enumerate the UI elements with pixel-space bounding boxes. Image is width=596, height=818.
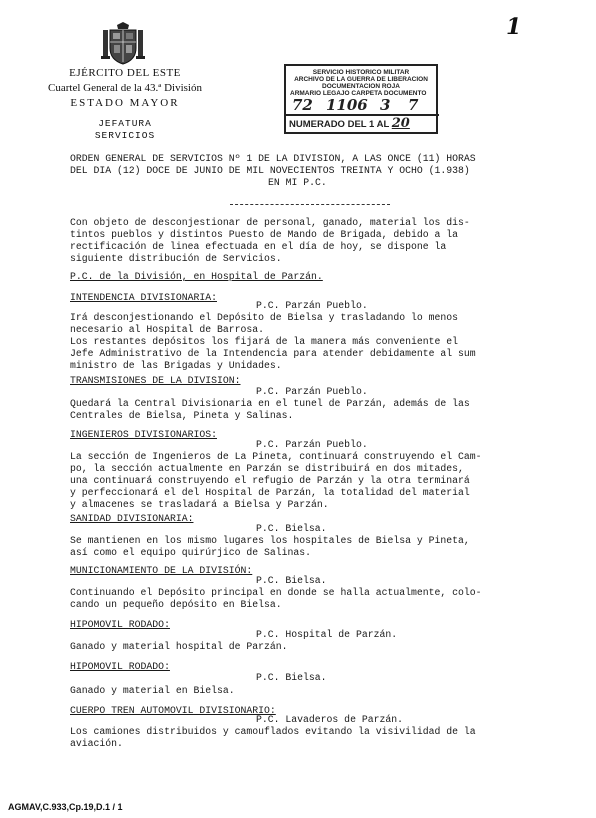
section-line: y perfeccionará el del Hospital de Parzán, la totalidad del material [70,487,470,498]
section-line: necesario al Hospital de Barrosa. [70,324,265,335]
archive-stamp [284,64,438,134]
stamp-title-line: SERVICIO HISTORICO MILITAR [312,69,410,76]
section-line: Quedará la Central Divisionaria en el tunel de Parzán, además de las [70,398,470,409]
intro-line: tintos pueblos y distintos Puesto de Mando de Brigada, debido a la [70,229,459,240]
section-heading: INGENIEROS DIVISIONARIOS: [70,429,217,440]
section-line: Continuando el Depósito principal en donde se halla actualmente, colo- [70,587,482,598]
section-location: P.C. Parzán Pueblo. [256,386,368,397]
stamp-title [286,69,436,90]
section-line: Los restantes depósitos los fijará de la manera más conveniente el [70,336,459,347]
stamp-title-line: ARCHIVO DE LA GUERRA DE LIBERACION [294,76,428,83]
section-line: La sección de Ingenieros de La Pineta, continuará construyendo el Cam- [70,451,482,462]
section-heading: TRANSMISIONES DE LA DIVISION: [70,375,241,386]
separator-line [230,204,390,205]
division-hq: Cuartel General de la 43.ª División [48,82,202,94]
office-servicios: SERVICIOS [94,130,156,141]
section-line: Se mantienen en los mismo lugares los hospitales de Bielsa y Pineta, [70,535,470,546]
section-line: Jefe Administrativo de la Intendencia para atender debidamente al sum [70,348,476,359]
army-name: EJÉRCITO DEL ESTE [69,67,181,79]
section-heading: CUERPO TREN AUTOMOVIL DIVISIONARIO: [70,705,276,716]
section-heading: HIPOMOVIL RODADO: [70,661,170,672]
section-location: P.C. Parzán Pueblo. [256,439,368,450]
section-line: po, la sección actualmente en Parzán se distribuirá en dos mitades, [70,463,464,474]
section-line: Ganado y material en Bielsa. [70,685,235,696]
section-line: Ganado y material hospital de Parzán. [70,641,288,652]
section-heading: MUNICIONAMIENTO DE LA DIVISIÓN: [70,565,253,576]
intro-line: rectificación de linea efectuada en el día de hoy, se dispone la [70,241,447,252]
numerado-end: 20 [391,116,410,131]
section-heading: SANIDAD DIVISIONARIA: [70,513,194,524]
stamp-title-line: DOCUMENTACION ROJA [322,83,400,90]
section-line: aviación. [70,738,123,749]
section-location: P.C. Lavaderos de Parzán. [256,714,403,725]
section-heading: INTENDENCIA DIVISIONARIA: [70,292,217,303]
section-line: Los camiones distribuidos y camouflados evitando la visivilidad de la [70,726,476,737]
staff-name: ESTADO MAYOR [70,97,180,109]
issuer-header [40,66,210,111]
stamp-columns: ARMARIO LEGAJO CARPETA DOCUMENTO [290,90,427,97]
section-location: P.C. Parzán Pueblo. [256,300,368,311]
order-title-line: DEL DIA (12) DOCE DE JUNIO DE MIL NOVECIENTOS TREINTA Y OCHO (1.938) [70,165,470,176]
stamp-carpeta: 3 [380,96,391,114]
page-number: 1 [506,14,522,40]
intro-line: siguiente distribución de Servicios. [70,253,282,264]
section-line: Centrales de Bielsa, Pineta y Salinas. [70,410,294,421]
section-location: P.C. Bielsa. [256,575,327,586]
order-title-line: ORDEN GENERAL DE SERVICIOS Nº 1 DE LA DIVISION, A LAS ONCE (11) HORAS [70,153,476,164]
stamp-documento: 7 [408,96,419,114]
archive-reference: AGMAV,C.933,Cp.19,D.1 / 1 [8,802,123,812]
stamp-armario: 72 [292,96,313,114]
section-location: P.C. Bielsa. [256,523,327,534]
section-line: así como el equipo quirúrjico de Salinas. [70,547,312,558]
order-title-line: EN MI P.C. [268,177,327,188]
section-location: P.C. Bielsa. [256,672,327,683]
section-heading: HIPOMOVIL RODADO: [70,619,170,630]
section-line: una continuará construyendo el refugio de Parzán y la otra terminará [70,475,470,486]
section-line: cando un pequeño depósito en Bielsa. [70,599,282,610]
section-line: Irá desconjestionando el Depósito de Bielsa y trasladando lo menos [70,312,459,323]
intro-line: Con objeto de desconjestionar de personal, ganado, material los dis- [70,217,470,228]
stamp-numerado [284,114,439,132]
stamp-legajo: 1106 [326,96,368,114]
numerado-label: NUMERADO DEL 1 AL [289,119,390,130]
command-post-line: P.C. de la División, en Hospital de Parzán. [70,271,323,282]
coat-of-arms-seal [100,22,146,66]
office-jefatura: JEFATURA [98,118,152,129]
section-location: P.C. Hospital de Parzán. [256,629,398,640]
section-line: ministro de las Brigadas y Unidades. [70,360,282,371]
section-line: y almacenes se trasladará a Bielsa y Parzán. [70,499,329,510]
